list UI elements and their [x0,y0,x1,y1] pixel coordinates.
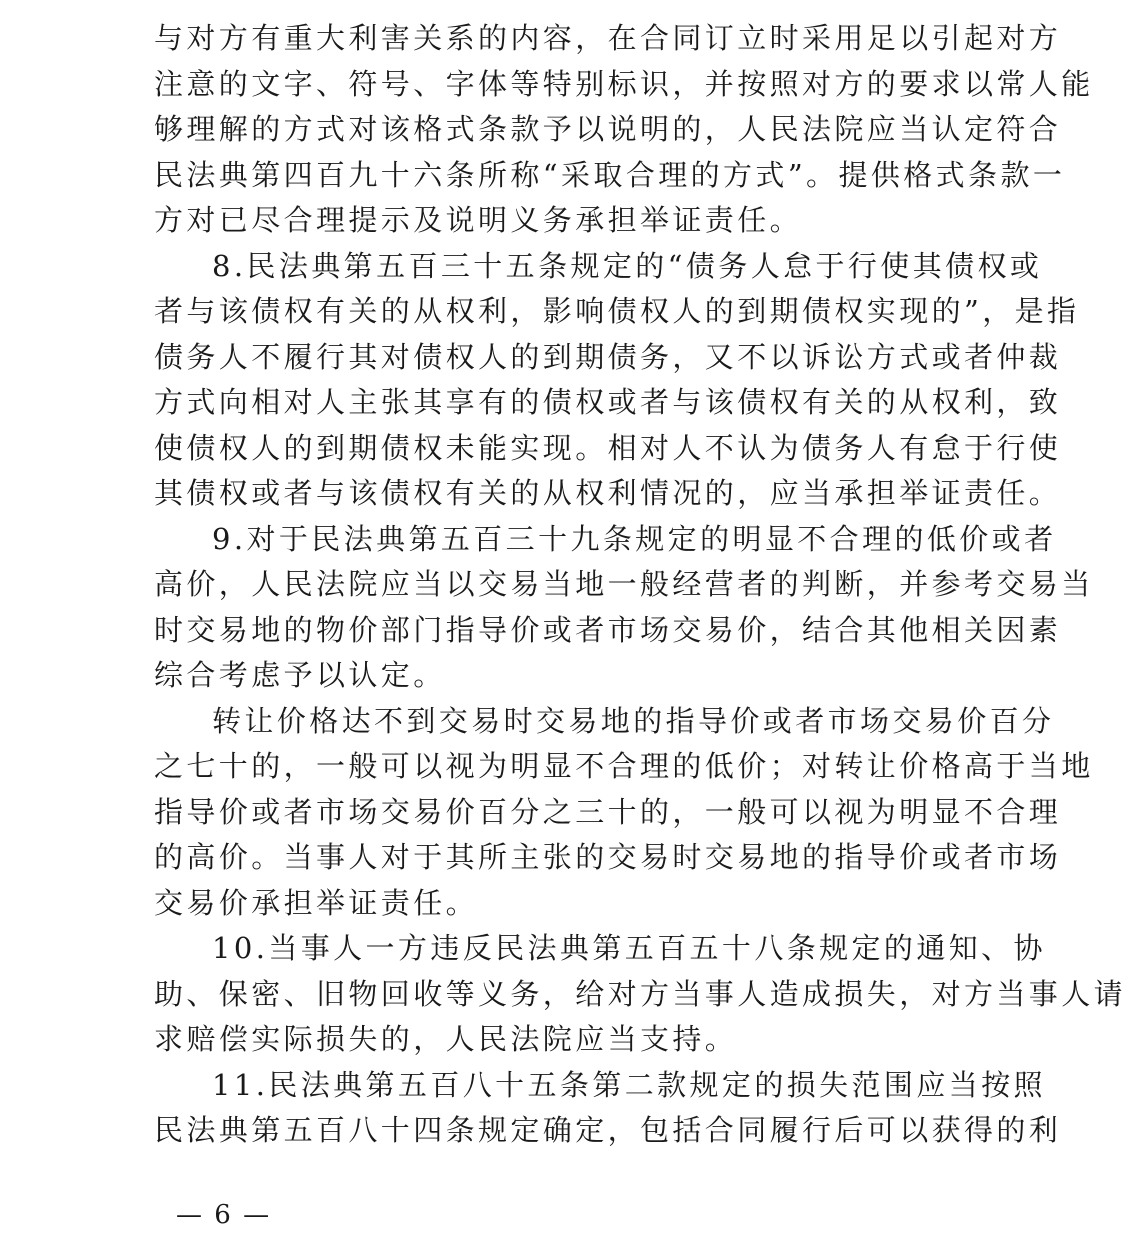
text-line: 与对方有重大利害关系的内容，在合同订立时采用足以引起对方 [154,21,1062,55]
text-line: 交易价承担举证责任。 [154,885,479,920]
paragraph-article-11 [154,1063,1062,1154]
text-line: 民法典第五百八十四条规定确定，包括合同履行后可以获得的利 [154,1113,1062,1147]
text-line: 高价，人民法院应当以交易当地一般经营者的判断，并参考交易当 [154,567,1094,601]
text-line: 者与该债权有关的从权利，影响债权人的到期债权实现的”，是指 [154,294,1080,328]
document-body [154,16,1126,1154]
text-line: 时交易地的物价部门指导价或者市场交易价，结合其他相关因素 [154,612,1062,647]
text-line: 指导价或者市场交易价百分之三十的，一般可以视为明显不合理 [154,794,1062,829]
text-line: 求赔偿实际损失的，人民法院应当支持。 [154,1022,738,1056]
text-line: 10.当事人一方违反民法典第五百五十八条规定的通知、协 [212,931,1046,965]
text-line: 使债权人的到期债权未能实现。相对人不认为债务人有怠于行使 [154,430,1062,465]
text-line: 综合考虑予以认定。 [154,658,446,692]
text-line: 民法典第四百九十六条所称“采取合理的方式”。提供格式条款一 [154,157,1066,192]
paragraph-article-10 [154,926,1126,1063]
paragraph-article-9-price-rule [154,699,1094,927]
paragraph-continuation [154,16,1094,244]
text-line: 方式向相对人主张其享有的债权或者与该债权有关的从权利，致 [154,385,1062,419]
page-number: — 6 — [176,1200,272,1230]
text-line: 够理解的方式对该格式条款予以说明的，人民法院应当认定符合 [154,112,1062,146]
text-line: 方对已尽合理提示及说明义务承担举证责任。 [154,203,803,237]
text-line: 注意的文字、符号、字体等特别标识，并按照对方的要求以常人能 [154,66,1094,101]
paragraph-article-8 [154,244,1080,517]
paragraph-article-9 [154,517,1094,699]
text-line: 其债权或者与该债权有关的从权利情况的，应当承担举证责任。 [154,476,1062,510]
text-line: 之七十的，一般可以视为明显不合理的低价；对转让价格高于当地 [154,749,1094,783]
text-line: 的高价。当事人对于其所主张的交易时交易地的指导价或者市场 [154,840,1062,874]
text-line: 11.民法典第五百八十五条第二款规定的损失范围应当按照 [212,1067,1046,1102]
text-line: 助、保密、旧物回收等义务，给对方当事人造成损失，对方当事人请 [154,976,1126,1011]
text-line: 转让价格达不到交易时交易地的指导价或者市场交易价百分 [212,703,1055,738]
text-line: 8.民法典第五百三十五条规定的“债务人怠于行使其债权或 [212,248,1043,283]
text-line: 债务人不履行其对债权人的到期债务，又不以诉讼方式或者仲裁 [154,339,1062,374]
text-line: 9.对于民法典第五百三十九条规定的明显不合理的低价或者 [212,521,1057,556]
